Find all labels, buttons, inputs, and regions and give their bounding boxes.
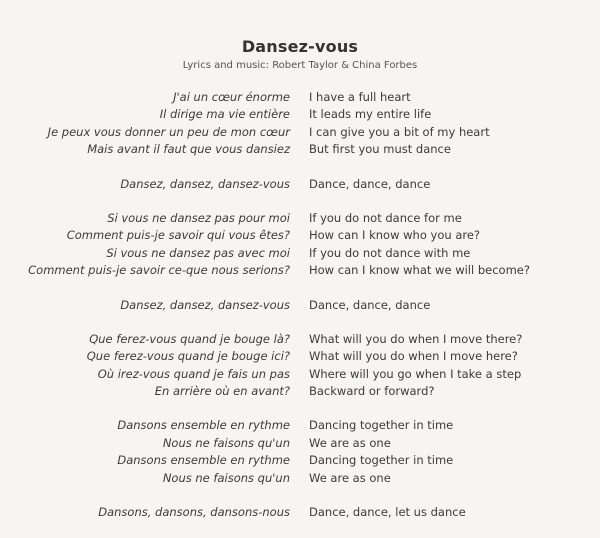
english-lyric: If you do not dance for me xyxy=(309,210,462,225)
french-lyric: Que ferez-vous quand je bouge là? xyxy=(89,331,290,346)
french-lyric: Dansons ensemble en rythme xyxy=(117,453,290,468)
english-lyric: Dance, dance, let us dance xyxy=(309,505,466,520)
english-lyric: But first you must dance xyxy=(309,142,451,157)
stanza xyxy=(0,210,600,280)
stanza xyxy=(0,176,600,193)
lyric-line xyxy=(0,176,600,193)
english-lyric: Where will you go when I take a step xyxy=(309,366,522,381)
lyric-line xyxy=(0,124,600,141)
english-lyric: I can give you a bit of my heart xyxy=(309,124,490,139)
lyric-line xyxy=(0,452,600,469)
lyric-line xyxy=(0,348,600,365)
lyric-line xyxy=(0,227,600,244)
lyric-line xyxy=(0,245,600,262)
english-lyric: How can I know what we will become? xyxy=(309,263,530,278)
lyric-line xyxy=(0,383,600,400)
french-lyric: Nous ne faisons qu'un xyxy=(162,470,290,485)
english-lyric: It leads my entire life xyxy=(309,107,432,122)
french-lyric: Nous ne faisons qu'un xyxy=(162,435,290,450)
french-lyric: J'ai un cœur énorme xyxy=(173,90,290,104)
french-lyric: Si vous ne dansez pas pour moi xyxy=(107,210,290,225)
english-lyric: What will you do when I move there? xyxy=(309,331,523,346)
lyric-line xyxy=(0,417,600,434)
english-lyric: Dancing together in time xyxy=(309,418,454,433)
lyric-line xyxy=(0,331,600,348)
english-lyric: Backward or forward? xyxy=(309,384,435,399)
french-lyric: Que ferez-vous quand je bouge ici? xyxy=(86,349,290,364)
stanza xyxy=(0,417,600,487)
stanza xyxy=(0,331,600,401)
english-lyric: If you do not dance with me xyxy=(309,245,471,260)
lyric-line xyxy=(0,470,600,487)
french-lyric: Où irez-vous quand je fais un pas xyxy=(97,366,290,381)
french-lyric: Dansons ensemble en rythme xyxy=(117,418,290,433)
english-lyric: I have a full heart xyxy=(309,90,411,104)
lyric-line xyxy=(0,504,600,521)
lyric-line xyxy=(0,106,600,123)
english-lyric: We are as one xyxy=(309,435,391,450)
lyric-line xyxy=(0,297,600,314)
song-credits: Lyrics and music: Robert Taylor & China Forbes xyxy=(182,60,418,71)
french-lyric: Si vous ne dansez pas avec moi xyxy=(106,245,290,260)
stanza xyxy=(0,89,600,159)
english-lyric: Dance, dance, dance xyxy=(309,297,431,312)
lyric-line xyxy=(0,262,600,279)
french-lyric: Il dirige ma vie entière xyxy=(159,107,290,122)
french-lyric: Dansons, dansons, dansons-nous xyxy=(98,505,290,520)
lyric-line xyxy=(0,210,600,227)
english-lyric: Dance, dance, dance xyxy=(309,176,431,191)
lyric-line xyxy=(0,366,600,383)
english-lyric: We are as one xyxy=(309,470,391,485)
french-lyric: Comment puis-je savoir qui vous êtes? xyxy=(66,228,290,243)
french-lyric: Dansez, dansez, dansez-vous xyxy=(120,176,290,191)
french-lyric: En arrière où en avant? xyxy=(154,384,290,399)
french-lyric: Mais avant il faut que vous dansiez xyxy=(87,142,290,157)
english-lyric: Dancing together in time xyxy=(309,453,454,468)
lyric-line xyxy=(0,141,600,158)
song-title: Dansez-vous xyxy=(241,37,359,56)
french-lyric: Dansez, dansez, dansez-vous xyxy=(120,297,290,312)
lyrics-body xyxy=(0,89,600,538)
stanza xyxy=(0,504,600,521)
french-lyric: Comment puis-je savoir ce-que nous serions? xyxy=(28,263,290,278)
lyric-line xyxy=(0,435,600,452)
english-lyric: What will you do when I move here? xyxy=(309,349,518,364)
english-lyric: How can I know who you are? xyxy=(309,228,481,243)
stanza xyxy=(0,297,600,314)
lyric-line xyxy=(0,89,600,106)
french-lyric: Je peux vous donner un peu de mon cœur xyxy=(47,124,290,139)
